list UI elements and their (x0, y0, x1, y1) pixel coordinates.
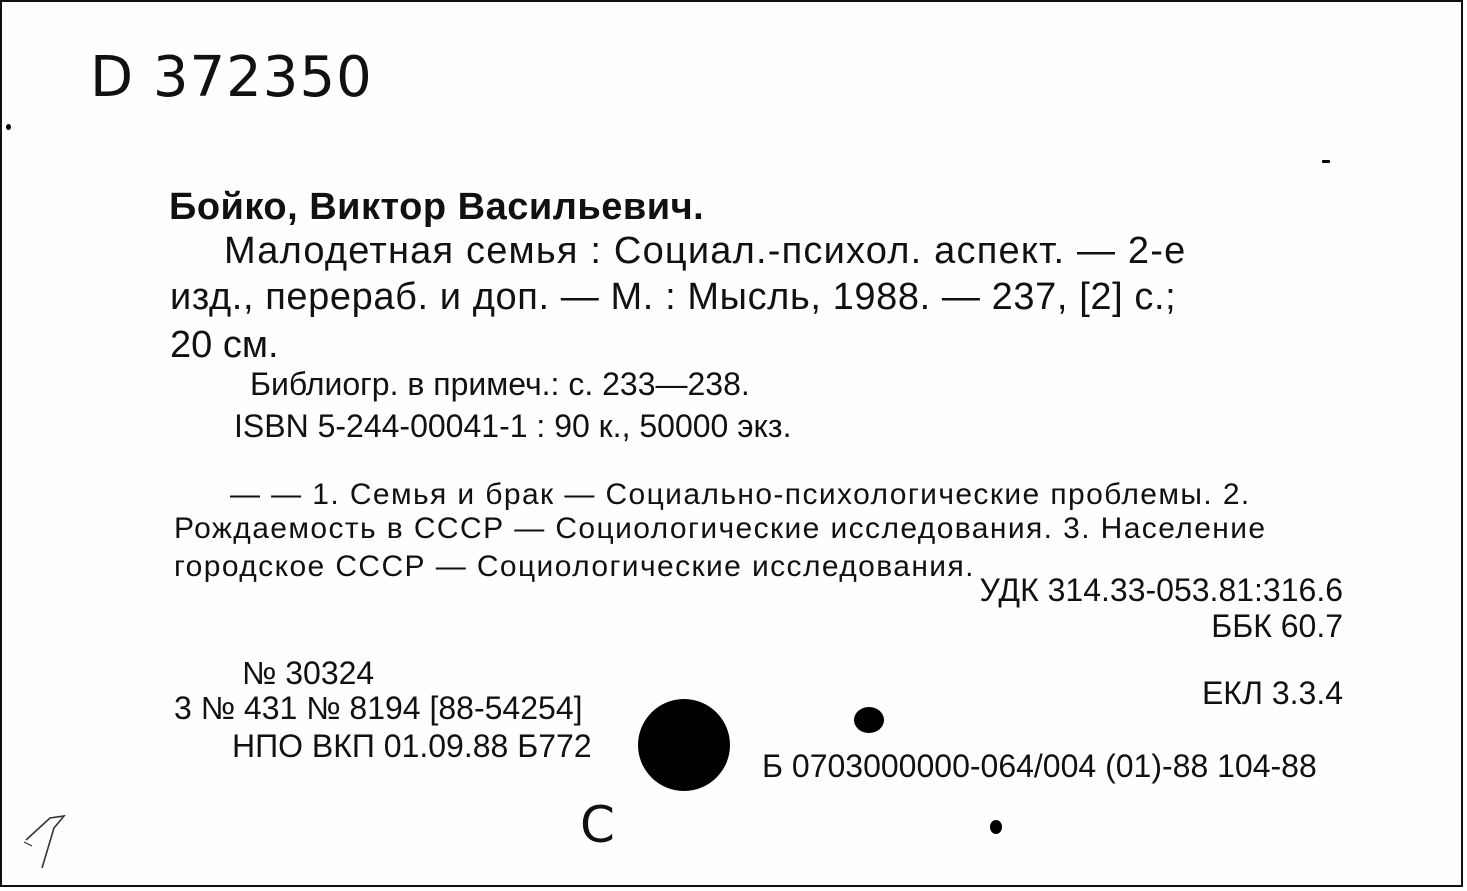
letter-mark: С (580, 796, 615, 854)
margin-speck (6, 124, 11, 130)
ink-blot (854, 707, 884, 733)
print-info-line-1: 3 № 431 № 8194 [88-54254] (174, 690, 583, 726)
subject-line-3: городское СССР — Социологические исследования. (174, 550, 975, 583)
ekl-code: ЕКЛ 3.3.4 (1201, 675, 1343, 711)
punch-hole (638, 699, 730, 791)
subject-line-1: — — 1. Семья и брак — Социально-психологические проблемы. 2. (230, 478, 1251, 511)
subject-line-2: Рождаемость в СССР — Социологические исследования. 3. Население (174, 512, 1267, 545)
handwritten-mark-icon (20, 812, 70, 872)
publisher-code: Б 0703000000-064/004 (01)-88 104-88 (762, 748, 1317, 784)
title-line-2: изд., перераб. и доп. — М. : Мысль, 1988. — 237, [2] с.; (170, 276, 1177, 318)
bibliography-note: Библиогр. в примеч.: с. 233—238. (250, 366, 750, 402)
title-line-1: Малодетная семья : Социал.-психол. аспект. — 2-е (224, 230, 1187, 272)
author-heading: Бойко, Виктор Васильевич. (169, 186, 705, 228)
title-line-3: 20 см. (170, 324, 279, 366)
ink-speck (1322, 160, 1330, 163)
print-info-line-2: НПО ВКП 01.09.88 Б772 (232, 728, 592, 764)
bbk-code: ББК 60.7 (1211, 608, 1343, 644)
isbn-note: ISBN 5-244-00041-1 : 90 к., 50000 экз. (234, 408, 792, 444)
catalog-number: D 372350 (90, 45, 373, 110)
ink-dot (990, 820, 1002, 834)
record-number: № 30324 (242, 655, 375, 691)
udk-code: УДК 314.33-053.81:316.6 (979, 572, 1343, 608)
